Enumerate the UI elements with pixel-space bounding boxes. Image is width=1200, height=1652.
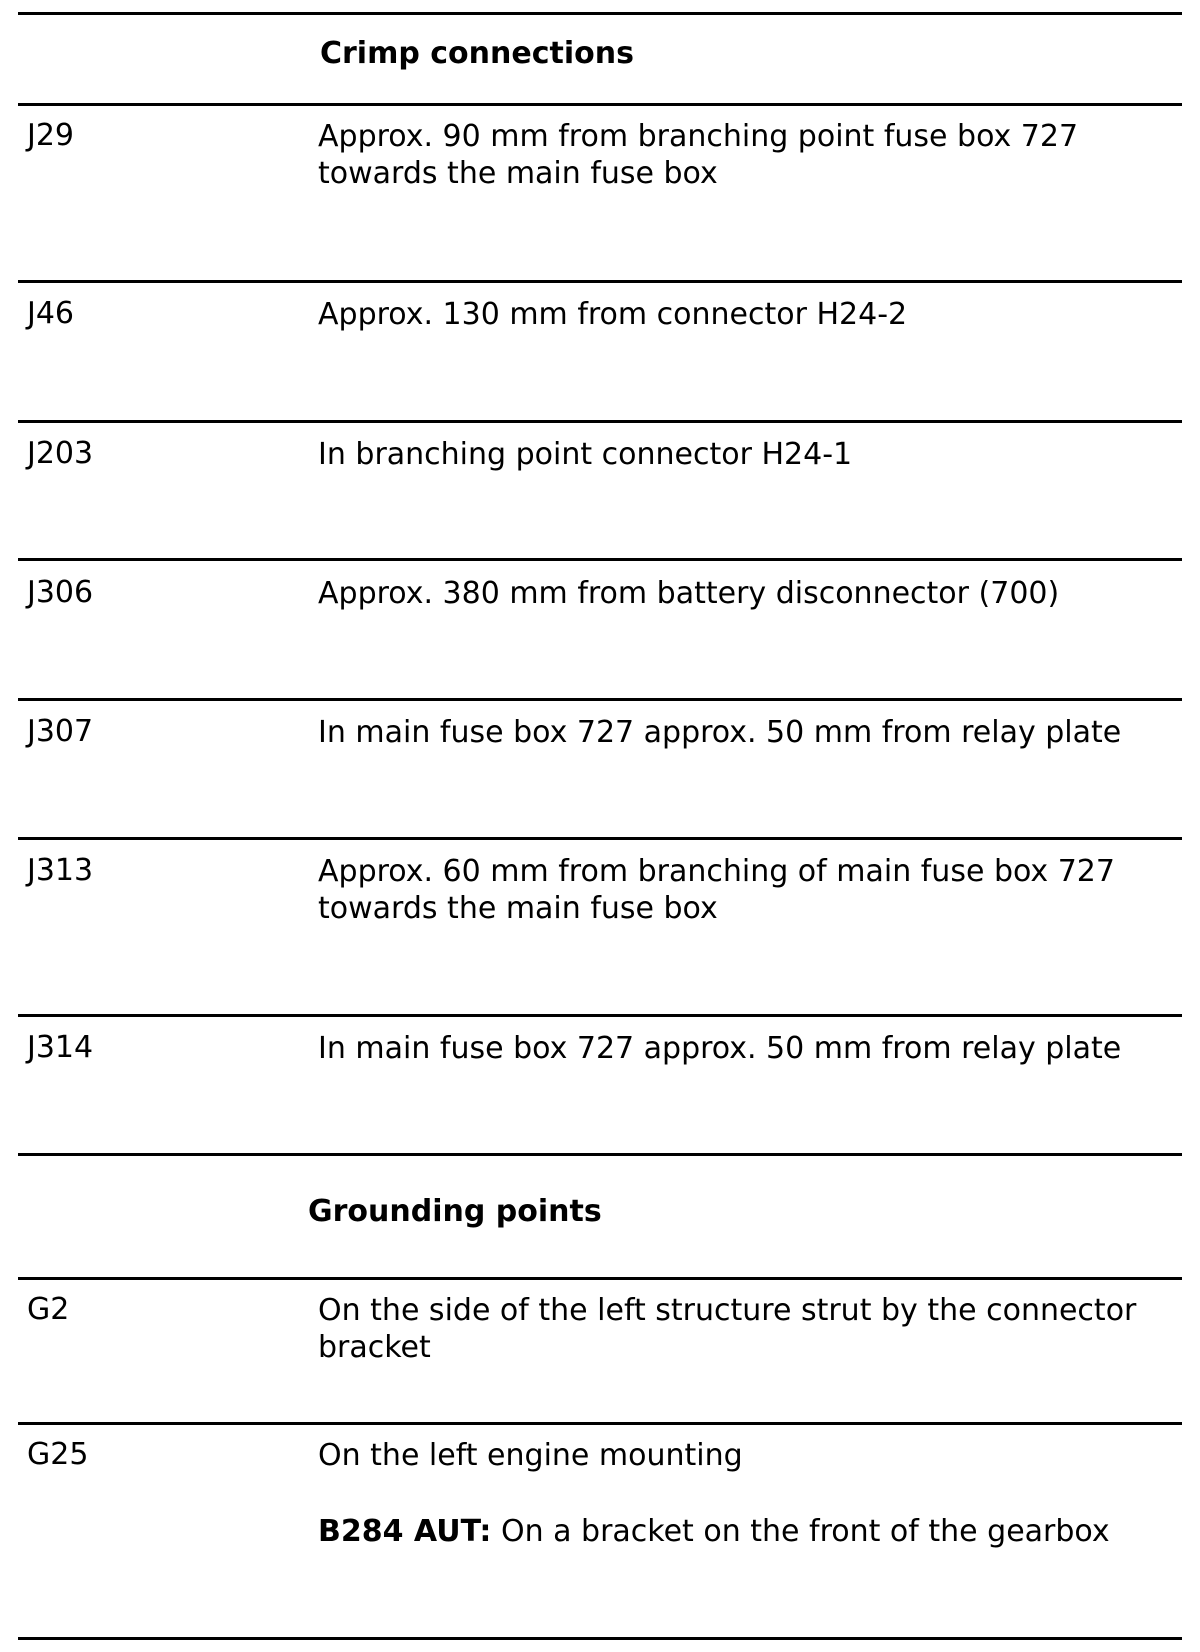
- row-code-j203: J203: [27, 436, 94, 471]
- row-code-g2: G2: [27, 1292, 70, 1327]
- section-heading-crimp-connections: Crimp connections: [320, 36, 634, 71]
- section-heading-grounding-points: Grounding points: [308, 1194, 602, 1229]
- divider-line: [18, 1153, 1182, 1156]
- divider-line: [18, 1422, 1182, 1425]
- divider-line: [18, 558, 1182, 561]
- row-description-g25: On the left engine mounting: [318, 1438, 743, 1473]
- row-description-g2: On the side of the left structure strut by the connector bracket: [318, 1293, 1137, 1365]
- row-description-j203: In branching point connector H24-1: [318, 437, 853, 472]
- divider-line: [18, 12, 1182, 15]
- divider-line: [18, 837, 1182, 840]
- row-description-j29: Approx. 90 mm from branching point fuse box 727 towards the main fuse box: [318, 119, 1079, 191]
- row-code-g25: G25: [27, 1437, 89, 1472]
- row-code-j46: J46: [27, 296, 75, 331]
- divider-line: [18, 1014, 1182, 1017]
- row-description-j307: In main fuse box 727 approx. 50 mm from relay plate: [318, 715, 1122, 750]
- divider-line: [18, 420, 1182, 423]
- note-label-b284-aut: B284 AUT:: [318, 1514, 492, 1549]
- divider-line: [18, 1277, 1182, 1280]
- row-code-j314: J314: [27, 1030, 94, 1065]
- row-note-g25: [318, 1513, 1182, 1550]
- row-description-j46: Approx. 130 mm from connector H24-2: [318, 297, 908, 332]
- divider-line: [18, 280, 1182, 283]
- divider-line: [18, 698, 1182, 701]
- row-code-j306: J306: [27, 575, 94, 610]
- row-code-j313: J313: [27, 853, 94, 888]
- row-description-j313: Approx. 60 mm from branching of main fuse box 727 towards the main fuse box: [318, 854, 1115, 926]
- divider-line: [18, 1637, 1182, 1640]
- row-code-j307: J307: [27, 714, 94, 749]
- row-code-j29: J29: [27, 118, 75, 153]
- note-text-b284-aut: On a bracket on the front of the gearbox: [491, 1514, 1110, 1549]
- row-description-j306: Approx. 380 mm from battery disconnector (700): [318, 576, 1060, 611]
- row-description-j314: In main fuse box 727 approx. 50 mm from relay plate: [318, 1031, 1122, 1066]
- divider-line: [18, 103, 1182, 106]
